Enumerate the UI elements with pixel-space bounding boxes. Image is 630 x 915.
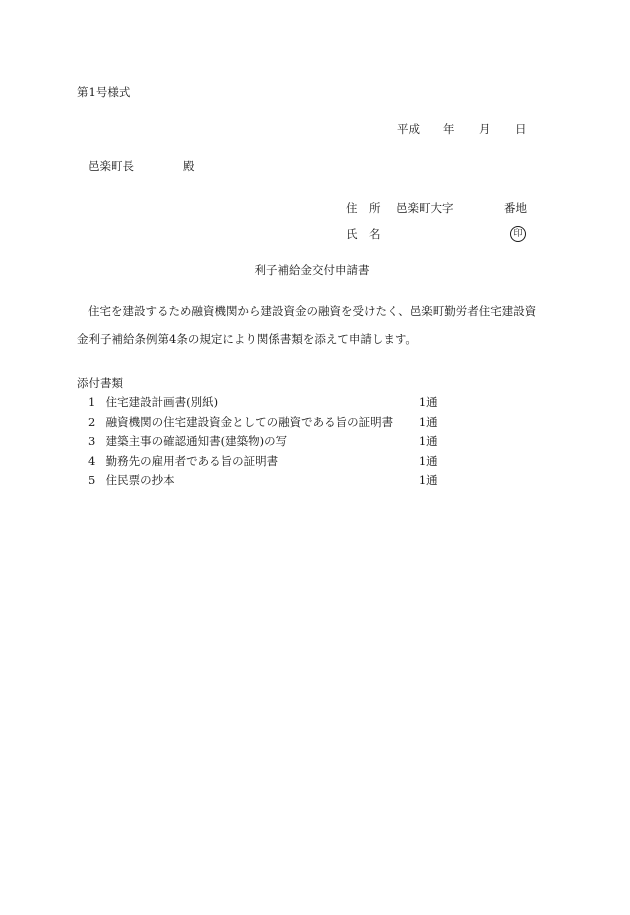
attachment-text: 住民票の抄本 (105, 473, 175, 487)
addressee-name: 邑楽町長 (88, 159, 134, 173)
attachments-heading: 添付書類 (77, 376, 123, 390)
attachment-text: 融資機関の住宅建設資金としての融資である旨の証明書 (105, 414, 394, 429)
name-label: 氏 名 (346, 227, 381, 241)
attachment-number: 5 (88, 473, 96, 487)
attachment-count: 1通 (418, 453, 438, 468)
attachment-number: 4 (88, 453, 96, 468)
attachment-count: 1通 (418, 414, 438, 429)
attachment-text: 住宅建設計画書(別紙) (105, 395, 219, 409)
date-era: 平成 (397, 122, 420, 136)
document-title-text: 利子補給金交付申請書 (254, 263, 370, 277)
applicant-address-row (346, 203, 527, 215)
list-item (88, 475, 458, 495)
attachment-number: 3 (88, 434, 96, 448)
address-suffix: 番地 (504, 201, 527, 215)
attachment-count: 1通 (418, 473, 438, 487)
document-title (0, 265, 630, 277)
body-line-1: 住宅を建設するため融資機関から建設資金の融資を受けたく、邑楽町勤労者住宅建設資 (88, 304, 537, 318)
applicant-name-row (346, 228, 526, 242)
attachment-count: 1通 (418, 434, 438, 448)
address-value: 邑楽町大字 (396, 201, 454, 215)
attachment-count: 1通 (418, 395, 438, 409)
date-month-unit: 月 (479, 122, 491, 136)
list-item (88, 436, 458, 456)
list-item (88, 397, 458, 417)
date-line (397, 124, 527, 136)
form-number: 第1号様式 (77, 85, 131, 99)
seal-mark: 印 (510, 226, 526, 242)
address-label: 住 所 (346, 201, 381, 215)
attachment-text: 勤務先の雇用者である旨の証明書 (105, 453, 279, 468)
attachment-number: 1 (88, 395, 96, 409)
attachment-text: 建築主事の確認通知書(建築物)の写 (105, 434, 288, 448)
date-year-unit: 年 (443, 122, 455, 136)
body-line-2: 金利子補給条例第4条の規定により関係書類を添えて申請します。 (77, 332, 417, 346)
attachment-number: 2 (88, 414, 96, 429)
date-day-unit: 日 (515, 122, 527, 136)
addressee (88, 161, 195, 173)
attachments-list (88, 397, 458, 495)
addressee-honorific: 殿 (183, 159, 195, 173)
application-body (77, 297, 557, 353)
